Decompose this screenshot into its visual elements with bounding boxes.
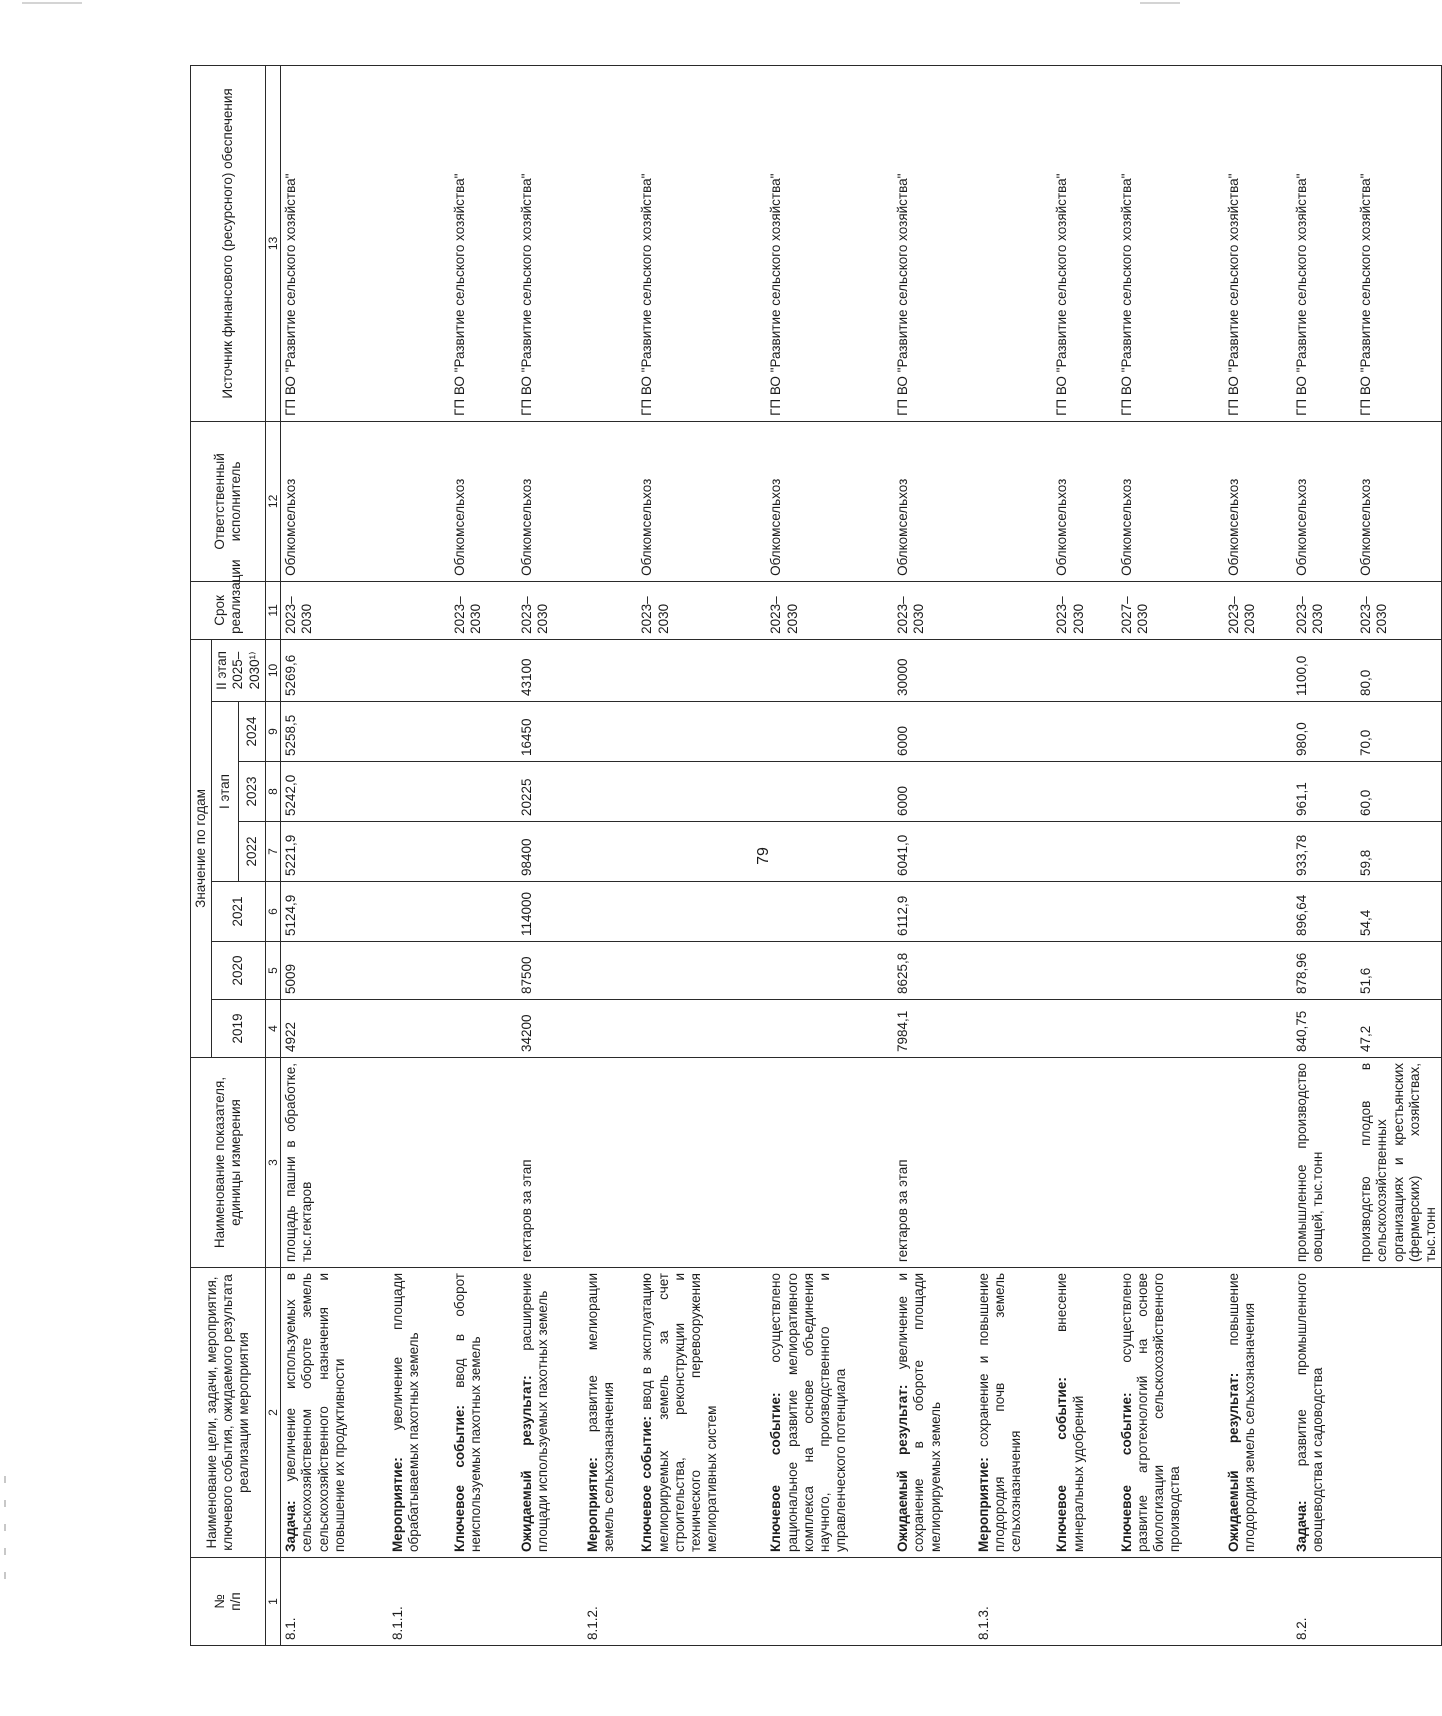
indicator-value bbox=[766, 882, 893, 942]
responsible-executor bbox=[974, 421, 1053, 581]
item-kind: Мероприятие: bbox=[389, 1457, 405, 1552]
indicator-value bbox=[450, 1000, 516, 1058]
indicator-value: 60,0 bbox=[1356, 762, 1441, 822]
indicator-value: 34200 bbox=[517, 1000, 583, 1058]
table-row bbox=[281, 65, 388, 1645]
column-number: 4 bbox=[265, 1000, 280, 1058]
responsible-executor: Облкомсельхоз bbox=[450, 421, 516, 581]
responsible-executor: Облкомсельхоз bbox=[517, 421, 583, 581]
indicator-value: 7984,1 bbox=[893, 1000, 974, 1058]
item-text: ввод в оборот неиспользуемых пахотных земель bbox=[452, 1273, 484, 1552]
indicator-name bbox=[1117, 1058, 1224, 1268]
item-kind: Мероприятие: bbox=[585, 1457, 601, 1552]
indicator-value bbox=[1052, 942, 1116, 1000]
scan-mark bbox=[1140, 2, 1180, 4]
indicator-value bbox=[1052, 702, 1116, 762]
column-number: 2 bbox=[265, 1268, 280, 1558]
implementation-term bbox=[388, 581, 450, 639]
item-text: ввод в эксплуатацию мелиорируемых земель за счет строительства, реконструкции и технического перевооружения мелиоративных систем bbox=[639, 1273, 720, 1552]
indicator-value: 961,1 bbox=[1292, 762, 1356, 822]
indicator-value bbox=[1224, 702, 1292, 762]
item-number bbox=[1356, 1558, 1441, 1646]
column-number: 5 bbox=[265, 942, 280, 1000]
indicator-value bbox=[583, 639, 637, 701]
scan-mark bbox=[22, 2, 82, 4]
indicator-value: 5124,9 bbox=[281, 882, 388, 942]
indicator-value: 47,2 bbox=[1356, 1000, 1441, 1058]
indicator-value: 70,0 bbox=[1356, 702, 1441, 762]
item-kind: Мероприятие: bbox=[975, 1457, 991, 1552]
indicator-value bbox=[1052, 1000, 1116, 1058]
indicator-name: гектаров за этап bbox=[517, 1058, 583, 1268]
col-header-number: № п/п bbox=[191, 1558, 266, 1646]
indicator-value bbox=[1052, 639, 1116, 701]
indicator-value bbox=[974, 702, 1053, 762]
item-description bbox=[1052, 1268, 1116, 1558]
indicator-value bbox=[583, 822, 637, 882]
indicator-value bbox=[583, 762, 637, 822]
column-number: 9 bbox=[265, 702, 280, 762]
funding-source: ГП ВО "Развитие сельского хозяйства" bbox=[1117, 65, 1224, 421]
table-row bbox=[1224, 65, 1292, 1645]
item-number: 8.1.2. bbox=[583, 1558, 637, 1646]
indicator-value: 87500 bbox=[517, 942, 583, 1000]
funding-source bbox=[974, 65, 1053, 421]
item-number: 8.1.3. bbox=[974, 1558, 1053, 1646]
item-kind: Ожидаемый результат: bbox=[895, 1384, 911, 1552]
item-number bbox=[637, 1558, 766, 1646]
indicator-value bbox=[766, 942, 893, 1000]
indicator-value: 6041,0 bbox=[893, 822, 974, 882]
responsible-executor bbox=[388, 421, 450, 581]
indicator-value bbox=[637, 702, 766, 762]
year-2022: 2022 bbox=[238, 822, 265, 882]
indicator-value bbox=[450, 639, 516, 701]
item-number bbox=[1117, 1558, 1224, 1646]
indicator-value: 80,0 bbox=[1356, 639, 1441, 701]
indicator-value bbox=[388, 822, 450, 882]
table-row bbox=[974, 65, 1053, 1645]
responsible-executor: Облкомсельхоз bbox=[766, 421, 893, 581]
item-number bbox=[450, 1558, 516, 1646]
indicator-value bbox=[450, 822, 516, 882]
col-header-responsible: Ответственный исполнитель bbox=[191, 421, 266, 581]
indicator-value bbox=[450, 762, 516, 822]
table-row bbox=[1117, 65, 1224, 1645]
implementation-term: 2023–2030 bbox=[1224, 581, 1292, 639]
table-row bbox=[583, 65, 637, 1645]
year-2023: 2023 bbox=[238, 762, 265, 822]
item-text: сохранение и повышение плодородия почв земель сельхозназначения bbox=[975, 1273, 1024, 1552]
responsible-executor bbox=[583, 421, 637, 581]
indicator-value bbox=[1117, 822, 1224, 882]
indicator-value bbox=[1117, 882, 1224, 942]
indicator-value bbox=[1117, 1000, 1224, 1058]
item-description bbox=[281, 1268, 388, 1558]
column-number: 7 bbox=[265, 822, 280, 882]
col-header-values: Значение по годам bbox=[191, 639, 212, 1057]
col-header-source: Источник финансового (ресурсного) обеспечения bbox=[191, 65, 266, 421]
implementation-term: 2023–2030 bbox=[281, 581, 388, 639]
indicator-value bbox=[766, 1000, 893, 1058]
item-number bbox=[1052, 1558, 1116, 1646]
indicator-value bbox=[1224, 639, 1292, 701]
indicator-value bbox=[637, 639, 766, 701]
item-number: 8.2. bbox=[1292, 1558, 1356, 1646]
indicator-value: 8625,8 bbox=[893, 942, 974, 1000]
item-number bbox=[893, 1558, 974, 1646]
col-header-term: Срок реализации bbox=[191, 581, 266, 639]
indicator-value: 54,4 bbox=[1356, 882, 1441, 942]
funding-source: ГП ВО "Развитие сельского хозяйства" bbox=[637, 65, 766, 421]
indicator-value bbox=[974, 942, 1053, 1000]
indicator-value bbox=[388, 762, 450, 822]
item-description bbox=[1117, 1268, 1224, 1558]
funding-source: ГП ВО "Развитие сельского хозяйства" bbox=[1052, 65, 1116, 421]
indicator-value bbox=[1224, 762, 1292, 822]
indicator-value bbox=[388, 1000, 450, 1058]
rotated-page bbox=[190, 66, 1439, 1646]
implementation-term: 2023–2030 bbox=[766, 581, 893, 639]
funding-source: ГП ВО "Развитие сельского хозяйства" bbox=[281, 65, 388, 421]
responsible-executor: Облкомсельхоз bbox=[893, 421, 974, 581]
indicator-name bbox=[450, 1058, 516, 1268]
responsible-executor: Облкомсельхоз bbox=[1224, 421, 1292, 581]
indicator-value bbox=[583, 882, 637, 942]
indicator-name bbox=[637, 1058, 766, 1268]
indicator-value bbox=[1117, 942, 1224, 1000]
implementation-term bbox=[974, 581, 1053, 639]
indicator-value: 43100 bbox=[517, 639, 583, 701]
item-text: осуществлено рациональное развитие мелиоративного комплекса на основе объединения научного, производственного и управленческого потенциала bbox=[768, 1273, 849, 1552]
indicator-value bbox=[1224, 942, 1292, 1000]
responsible-executor: Облкомсельхоз bbox=[1117, 421, 1224, 581]
column-number: 13 bbox=[265, 65, 280, 421]
indicator-value bbox=[766, 639, 893, 701]
indicator-value: 98400 bbox=[517, 822, 583, 882]
indicator-value: 114000 bbox=[517, 882, 583, 942]
indicator-value bbox=[583, 1000, 637, 1058]
indicator-value bbox=[1224, 882, 1292, 942]
indicator-value: 5258,5 bbox=[281, 702, 388, 762]
indicator-value bbox=[1052, 762, 1116, 822]
indicator-value: 30000 bbox=[893, 639, 974, 701]
table-row bbox=[450, 65, 516, 1645]
column-numbers bbox=[265, 65, 280, 1645]
item-description bbox=[766, 1268, 893, 1558]
indicator-value: 59,8 bbox=[1356, 822, 1441, 882]
item-description bbox=[1356, 1268, 1441, 1558]
indicator-value bbox=[1117, 762, 1224, 822]
indicator-value: 5269,6 bbox=[281, 639, 388, 701]
responsible-executor: Облкомсельхоз bbox=[1052, 421, 1116, 581]
year-2019: 2019 bbox=[212, 1000, 266, 1058]
indicator-value: 5242,0 bbox=[281, 762, 388, 822]
indicator-value bbox=[974, 882, 1053, 942]
indicator-name: производство плодов в сельскохозяйственных организациях и крестьянских (фермерских) хозяйствах, тыс.тонн bbox=[1356, 1058, 1441, 1268]
item-kind: Задача: bbox=[1293, 1500, 1309, 1552]
item-kind: Ключевое событие: bbox=[639, 1416, 655, 1552]
item-text: увеличение и сохранение в обороте площади мелиорируемых земель bbox=[895, 1273, 943, 1552]
responsible-executor: Облкомсельхоз bbox=[1292, 421, 1356, 581]
item-description bbox=[450, 1268, 516, 1558]
indicator-value bbox=[1052, 882, 1116, 942]
indicator-value bbox=[766, 822, 893, 882]
indicator-value: 878,96 bbox=[1292, 942, 1356, 1000]
indicator-name bbox=[974, 1058, 1053, 1268]
indicator-value: 4922 bbox=[281, 1000, 388, 1058]
funding-source: ГП ВО "Развитие сельского хозяйства" bbox=[450, 65, 516, 421]
indicator-value: 6000 bbox=[893, 702, 974, 762]
indicator-value bbox=[974, 762, 1053, 822]
table-row bbox=[1356, 65, 1441, 1645]
indicator-name: промышленное производство овощей, тыс.тонн bbox=[1292, 1058, 1356, 1268]
indicator-value bbox=[450, 882, 516, 942]
indicator-value bbox=[583, 942, 637, 1000]
indicator-value bbox=[450, 702, 516, 762]
year-2020: 2020 bbox=[212, 942, 266, 1000]
item-kind: Ключевое событие: bbox=[1054, 1377, 1070, 1552]
item-number: 8.1.1. bbox=[388, 1558, 450, 1646]
column-number: 6 bbox=[265, 882, 280, 942]
indicator-value bbox=[766, 762, 893, 822]
stage-1: I этап bbox=[212, 702, 239, 882]
indicator-name bbox=[583, 1058, 637, 1268]
column-number: 11 bbox=[265, 581, 280, 639]
indicator-value bbox=[388, 882, 450, 942]
indicator-value bbox=[1117, 702, 1224, 762]
stage-2: II этап 2025–2030¹⁾ bbox=[212, 639, 266, 701]
item-number: 8.1. bbox=[281, 1558, 388, 1646]
indicator-value: 6112,9 bbox=[893, 882, 974, 942]
column-number: 8 bbox=[265, 762, 280, 822]
funding-source: ГП ВО "Развитие сельского хозяйства" bbox=[1292, 65, 1356, 421]
indicator-value bbox=[450, 942, 516, 1000]
col-header-name: Наименование цели, задачи, мероприятия, ключевого события, ожидаемого результата реализации мероприятия bbox=[191, 1268, 266, 1558]
item-text: расширение площади используемых пахотных земель bbox=[518, 1273, 550, 1552]
indicator-value: 20225 bbox=[517, 762, 583, 822]
indicator-value: 51,6 bbox=[1356, 942, 1441, 1000]
indicator-value bbox=[974, 1000, 1053, 1058]
indicator-value: 5221,9 bbox=[281, 822, 388, 882]
binding-mark bbox=[4, 1524, 6, 1531]
column-number: 12 bbox=[265, 421, 280, 581]
responsible-executor: Облкомсельхоз bbox=[1356, 421, 1441, 581]
binding-mark bbox=[4, 1476, 6, 1483]
year-2021: 2021 bbox=[212, 882, 266, 942]
indicator-name: гектаров за этап bbox=[893, 1058, 974, 1268]
indicator-value bbox=[637, 1000, 766, 1058]
table-row bbox=[1292, 65, 1356, 1645]
indicator-name bbox=[1052, 1058, 1116, 1268]
indicator-name: площадь пашни в обработке, тыс.гектаров bbox=[281, 1058, 388, 1268]
indicator-value bbox=[1224, 822, 1292, 882]
table-row bbox=[1052, 65, 1116, 1645]
table-row bbox=[388, 65, 450, 1645]
table-header bbox=[191, 65, 281, 1645]
implementation-term: 2023–2030 bbox=[1356, 581, 1441, 639]
indicator-value: 933,78 bbox=[1292, 822, 1356, 882]
item-description bbox=[1224, 1268, 1292, 1558]
implementation-term: 2023–2030 bbox=[1292, 581, 1356, 639]
indicator-value bbox=[637, 942, 766, 1000]
indicator-value: 6000 bbox=[893, 762, 974, 822]
item-text: развитие промышленного овощеводства и садоводства bbox=[1293, 1273, 1326, 1552]
item-description bbox=[1292, 1268, 1356, 1558]
item-kind: Ключевое событие: bbox=[768, 1392, 784, 1552]
item-text: развитие мелиорации земель сельхозназначения bbox=[585, 1273, 617, 1552]
col-header-indicator: Наименование показателя, единицы измерения bbox=[191, 1058, 266, 1268]
table-row bbox=[766, 65, 893, 1645]
indicator-value bbox=[637, 882, 766, 942]
table-row bbox=[517, 65, 583, 1645]
implementation-term: 2027–2030 bbox=[1117, 581, 1224, 639]
indicator-value bbox=[388, 639, 450, 701]
program-table bbox=[190, 65, 1442, 1646]
item-kind: Задача: bbox=[283, 1500, 299, 1552]
implementation-term bbox=[583, 581, 637, 639]
funding-source: ГП ВО "Развитие сельского хозяйства" bbox=[766, 65, 893, 421]
indicator-value: 1100,0 bbox=[1292, 639, 1356, 701]
indicator-value: 16450 bbox=[517, 702, 583, 762]
funding-source: ГП ВО "Развитие сельского хозяйства" bbox=[1356, 65, 1441, 421]
indicator-name bbox=[766, 1058, 893, 1268]
item-description bbox=[583, 1268, 637, 1558]
indicator-name bbox=[1224, 1058, 1292, 1268]
item-kind: Ожидаемый результат: bbox=[1225, 1372, 1241, 1552]
implementation-term: 2023–2030 bbox=[1052, 581, 1116, 639]
item-description bbox=[388, 1268, 450, 1558]
table-row bbox=[893, 65, 974, 1645]
year-2024: 2024 bbox=[238, 702, 265, 762]
indicator-value bbox=[974, 639, 1053, 701]
item-text: внесение минеральных удобрений bbox=[1054, 1273, 1086, 1552]
indicator-value: 5009 bbox=[281, 942, 388, 1000]
indicator-value bbox=[388, 702, 450, 762]
item-description bbox=[974, 1268, 1053, 1558]
item-text: увеличение площади обрабатываемых пахотных земель bbox=[389, 1273, 422, 1552]
item-kind: Ключевое событие: bbox=[452, 1405, 468, 1552]
item-description bbox=[637, 1268, 766, 1558]
item-description bbox=[517, 1268, 583, 1558]
binding-mark bbox=[4, 1500, 6, 1507]
indicator-value bbox=[637, 762, 766, 822]
item-text: увеличение используемых в сельскохозяйственном обороте земель сельскохозяйственного назначения и повышение их продуктивности bbox=[283, 1273, 347, 1552]
implementation-term: 2023–2030 bbox=[893, 581, 974, 639]
funding-source bbox=[388, 65, 450, 421]
indicator-value bbox=[1117, 639, 1224, 701]
indicator-value: 840,75 bbox=[1292, 1000, 1356, 1058]
responsible-executor: Облкомсельхоз bbox=[637, 421, 766, 581]
item-description bbox=[893, 1268, 974, 1558]
binding-mark bbox=[4, 1572, 6, 1579]
indicator-value bbox=[766, 702, 893, 762]
column-number: 3 bbox=[265, 1058, 280, 1268]
indicator-value bbox=[1224, 1000, 1292, 1058]
implementation-term: 2023–2030 bbox=[517, 581, 583, 639]
indicator-value bbox=[388, 942, 450, 1000]
table-row bbox=[637, 65, 766, 1645]
item-text: повышение плодородия земель сельхозназначения bbox=[1225, 1273, 1257, 1552]
indicator-value: 980,0 bbox=[1292, 702, 1356, 762]
binding-mark bbox=[4, 1548, 6, 1555]
item-kind: Ожидаемый результат: bbox=[518, 1375, 534, 1552]
indicator-value bbox=[1052, 822, 1116, 882]
item-number bbox=[766, 1558, 893, 1646]
funding-source: ГП ВО "Развитие сельского хозяйства" bbox=[1224, 65, 1292, 421]
indicator-value bbox=[583, 702, 637, 762]
page-number: 79 bbox=[755, 847, 772, 865]
indicator-name bbox=[388, 1058, 450, 1268]
indicator-value bbox=[974, 822, 1053, 882]
responsible-executor: Облкомсельхоз bbox=[281, 421, 388, 581]
funding-source: ГП ВО "Развитие сельского хозяйства" bbox=[893, 65, 974, 421]
indicator-value bbox=[637, 822, 766, 882]
implementation-term: 2023–2030 bbox=[637, 581, 766, 639]
funding-source: ГП ВО "Развитие сельского хозяйства" bbox=[517, 65, 583, 421]
item-kind: Ключевое событие: bbox=[1118, 1392, 1134, 1552]
item-number bbox=[517, 1558, 583, 1646]
implementation-term: 2023–2030 bbox=[450, 581, 516, 639]
funding-source bbox=[583, 65, 637, 421]
column-number: 10 bbox=[265, 639, 280, 701]
column-number: 1 bbox=[265, 1558, 280, 1646]
table-body bbox=[281, 65, 1442, 1645]
item-text: осуществлено развитие агротехнологий на основе биологизации сельскохозяйственного производства bbox=[1118, 1273, 1183, 1552]
indicator-value: 896,64 bbox=[1292, 882, 1356, 942]
item-number bbox=[1224, 1558, 1292, 1646]
